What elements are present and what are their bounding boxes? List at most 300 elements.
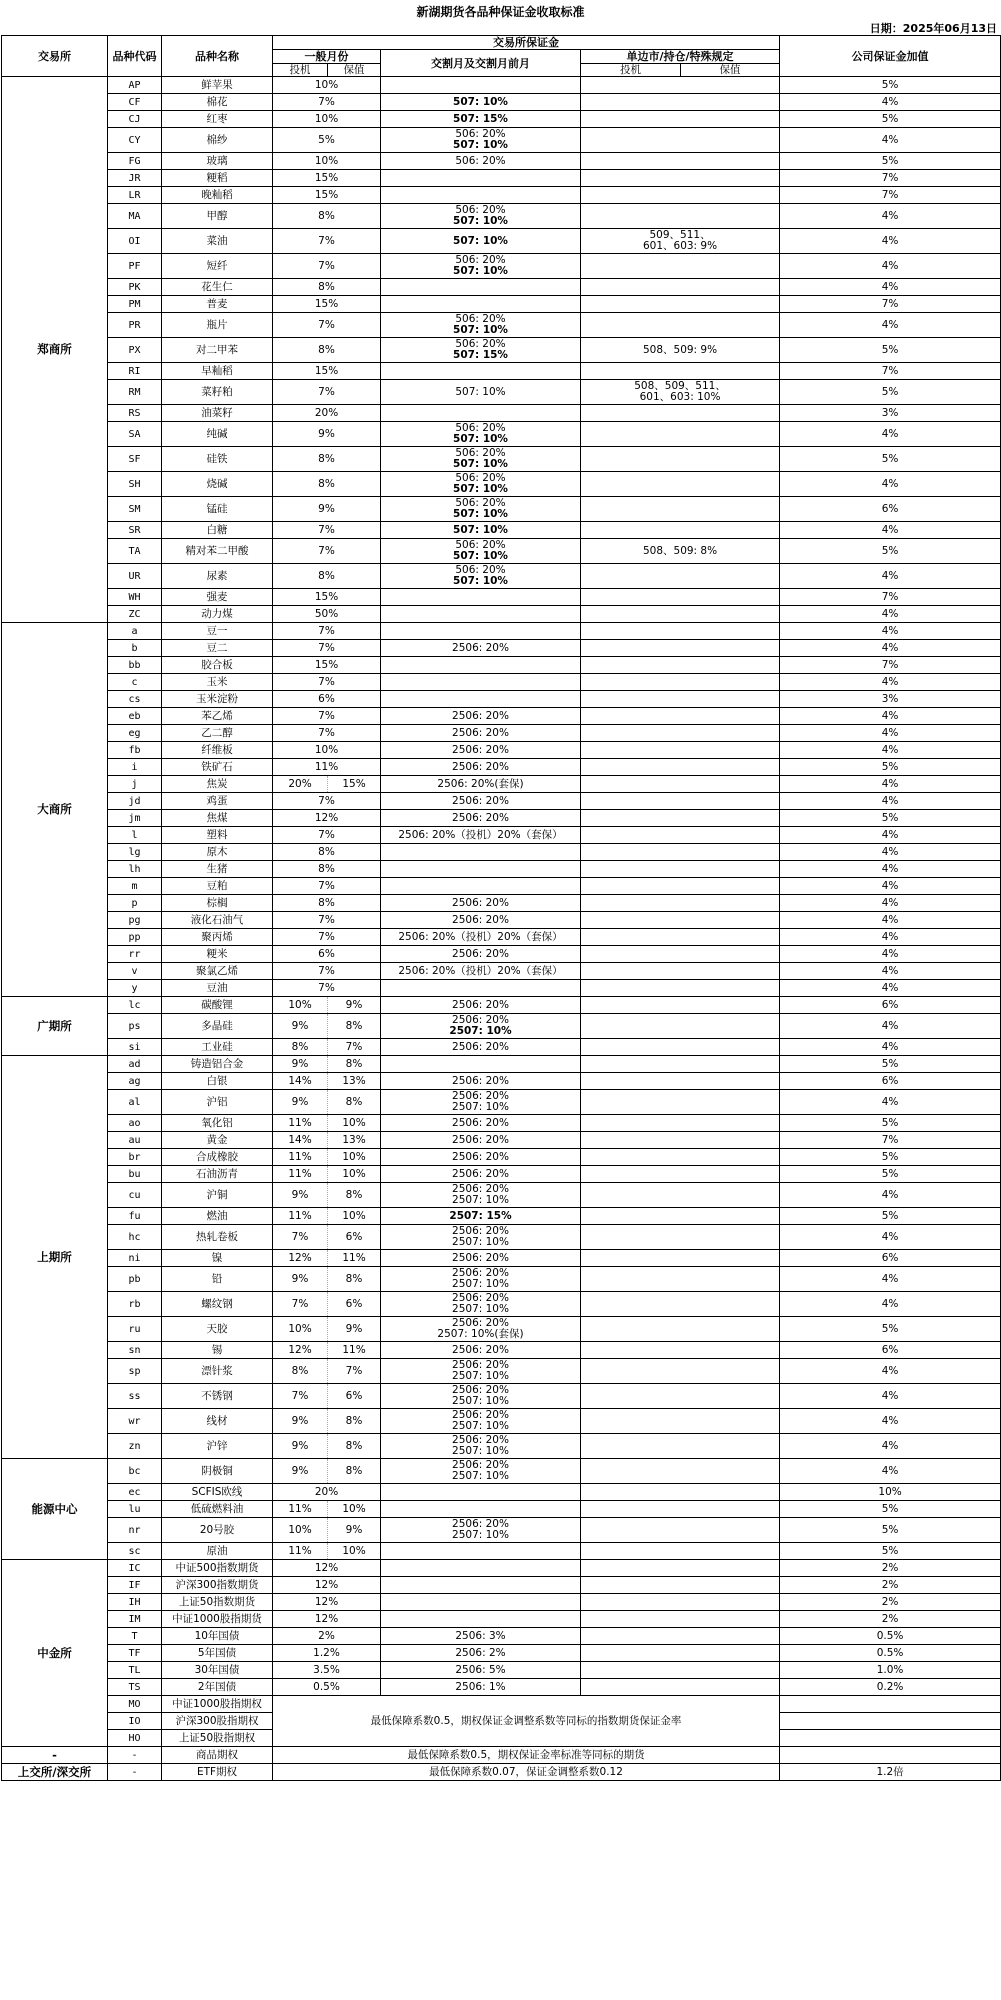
general-margin: 7% [273, 827, 381, 844]
company-add [780, 1747, 1001, 1764]
product-name: 阴极铜 [162, 1459, 273, 1484]
special-rule [581, 1501, 780, 1518]
delivery-margin [381, 1342, 581, 1359]
delivery-margin [381, 254, 581, 279]
company-add: 4% [780, 522, 1001, 539]
product-code: a [108, 623, 162, 640]
product-name: 黄金 [162, 1132, 273, 1149]
general-margin: 8% [273, 447, 381, 472]
general-margin: 12% [273, 1594, 381, 1611]
table-row [2, 522, 1001, 539]
delivery-margin [381, 963, 581, 980]
table-row [2, 827, 1001, 844]
company-add: 0.5% [780, 1645, 1001, 1662]
company-add: 2% [780, 1594, 1001, 1611]
table-row [2, 640, 1001, 657]
general-margin: 7% [273, 674, 381, 691]
table-row [2, 1132, 1001, 1149]
table-row [2, 187, 1001, 204]
special-rule [581, 1645, 780, 1662]
general-invest: 12% [273, 1250, 328, 1267]
delivery-margin-line: 2506: 20% [452, 998, 509, 1011]
company-add: 4% [780, 564, 1001, 589]
product-code: PR [108, 313, 162, 338]
delivery-margin-line: 2506: 20% [452, 641, 509, 654]
special-rule [581, 1115, 780, 1132]
table-row [2, 153, 1001, 170]
product-code: WH [108, 589, 162, 606]
general-margin: 7% [273, 878, 381, 895]
product-code: SA [108, 422, 162, 447]
special-rule [581, 878, 780, 895]
company-add: 5% [780, 1208, 1001, 1225]
table-row [2, 1317, 1001, 1342]
delivery-margin-line: 507: 10% [453, 458, 508, 470]
page-title: 新湖期货各品种保证金收取标准 [416, 5, 585, 19]
table-row [2, 1166, 1001, 1183]
delivery-margin [381, 1039, 581, 1056]
general-margin: 11% [273, 759, 381, 776]
product-code: lg [108, 844, 162, 861]
general-invest: 7% [273, 1384, 328, 1409]
special-rule [581, 844, 780, 861]
delivery-margin [381, 497, 581, 522]
product-code: eb [108, 708, 162, 725]
company-add: 4% [780, 229, 1001, 254]
general-hedge: 15% [328, 776, 381, 793]
product-name: 合成橡胶 [162, 1149, 273, 1166]
table-row [2, 1679, 1001, 1696]
special-rule [581, 776, 780, 793]
delivery-margin-line: 2506: 20% [452, 1292, 509, 1304]
product-code: IH [108, 1594, 162, 1611]
special-rule [581, 997, 780, 1014]
product-name: 铁矿石 [162, 759, 273, 776]
general-invest: 9% [273, 1459, 328, 1484]
special-rule [581, 1409, 780, 1434]
delivery-margin [381, 1014, 581, 1039]
product-code: b [108, 640, 162, 657]
delivery-margin [381, 1543, 581, 1560]
delivery-margin [381, 522, 581, 539]
delivery-margin-line: 507: 10% [453, 215, 508, 227]
special-rule [581, 657, 780, 674]
special-rule [581, 589, 780, 606]
product-code: al [108, 1090, 162, 1115]
exchange-name: 大商所 [2, 623, 108, 997]
general-hedge: 13% [328, 1073, 381, 1090]
company-add: 7% [780, 1132, 1001, 1149]
delivery-margin-line: 507: 10% [453, 508, 508, 520]
special-rule [581, 606, 780, 623]
delivery-margin-line: 2506: 20% [452, 1150, 509, 1163]
exchange-name: 郑商所 [2, 77, 108, 623]
product-code: jd [108, 793, 162, 810]
special-rule [581, 1384, 780, 1409]
general-hedge: 6% [328, 1225, 381, 1250]
company-add: 5% [780, 810, 1001, 827]
general-hedge: 9% [328, 1518, 381, 1543]
product-name: 液化石油气 [162, 912, 273, 929]
product-code: ad [108, 1056, 162, 1073]
product-code: si [108, 1039, 162, 1056]
delivery-margin [381, 1132, 581, 1149]
delivery-margin [381, 1225, 581, 1250]
table-row [2, 1225, 1001, 1250]
delivery-margin-line: 2506: 20% [452, 1040, 509, 1053]
general-invest: 9% [273, 1014, 328, 1039]
product-code: nr [108, 1518, 162, 1543]
general-margin: 7% [273, 313, 381, 338]
general-invest: 11% [273, 1149, 328, 1166]
company-add: 7% [780, 187, 1001, 204]
company-add: 4% [780, 1014, 1001, 1039]
company-add: 4% [780, 878, 1001, 895]
product-code: RM [108, 380, 162, 405]
delivery-margin [381, 94, 581, 111]
table-row [2, 589, 1001, 606]
product-code: ZC [108, 606, 162, 623]
product-name: 动力煤 [162, 606, 273, 623]
company-add: 4% [780, 895, 1001, 912]
general-margin: 7% [273, 912, 381, 929]
delivery-margin [381, 539, 581, 564]
company-add: 0.2% [780, 1679, 1001, 1696]
general-invest: 10% [273, 1518, 328, 1543]
delivery-margin-line: 2507: 10% [452, 1236, 509, 1248]
special-rule [581, 1594, 780, 1611]
general-hedge: 6% [328, 1384, 381, 1409]
product-code: T [108, 1628, 162, 1645]
delivery-margin-line: 2506: 20% [452, 811, 509, 824]
special-rule [581, 725, 780, 742]
special-rule [581, 980, 780, 997]
product-name: 烧碱 [162, 472, 273, 497]
table-row [2, 1073, 1001, 1090]
general-margin: 7% [273, 708, 381, 725]
product-code: CY [108, 128, 162, 153]
product-name: 棕榈 [162, 895, 273, 912]
company-add: 4% [780, 128, 1001, 153]
product-code: IO [108, 1713, 162, 1730]
delivery-margin-line: 2506: 20% [452, 1014, 509, 1026]
delivery-margin-line: 2507: 10% [452, 1470, 509, 1482]
special-rule [581, 1014, 780, 1039]
product-name: 豆油 [162, 980, 273, 997]
delivery-margin [381, 742, 581, 759]
delivery-margin-line: 506: 20% [455, 422, 506, 434]
special-rule [581, 1434, 780, 1459]
general-margin: 7% [273, 640, 381, 657]
delivery-margin-line: 2506: 5% [455, 1663, 506, 1676]
product-code: jm [108, 810, 162, 827]
product-name: 菜油 [162, 229, 273, 254]
delivery-margin [381, 229, 581, 254]
delivery-margin [381, 1090, 581, 1115]
general-margin: 7% [273, 229, 381, 254]
product-name: 沪深300股指期权 [162, 1713, 273, 1730]
delivery-margin [381, 1501, 581, 1518]
table-row [2, 878, 1001, 895]
product-code: ru [108, 1317, 162, 1342]
special-rule-line: 509、511、 [649, 229, 711, 241]
merged-note: 最低保障系数0.5，期权保证金调整系数等同标的指数期货保证金率 [273, 1696, 780, 1747]
table-row [2, 759, 1001, 776]
general-invest: 7% [273, 1225, 328, 1250]
product-name: 沪铜 [162, 1183, 273, 1208]
delivery-margin-line: 507: 10% [453, 234, 508, 247]
delivery-margin-line: 2506: 20% [452, 1225, 509, 1237]
company-add: 4% [780, 929, 1001, 946]
delivery-margin [381, 153, 581, 170]
company-add [780, 1713, 1001, 1730]
company-add: 4% [780, 422, 1001, 447]
delivery-margin [381, 472, 581, 497]
general-invest: 11% [273, 1501, 328, 1518]
table-row [2, 405, 1001, 422]
company-add: 6% [780, 1342, 1001, 1359]
special-rule [581, 1056, 780, 1073]
delivery-margin-line: 2507: 10% [452, 1529, 509, 1541]
company-add: 6% [780, 997, 1001, 1014]
general-invest: 12% [273, 1342, 328, 1359]
general-margin: 10% [273, 77, 381, 94]
special-rule [581, 564, 780, 589]
product-name: 油菜籽 [162, 405, 273, 422]
delivery-margin [381, 170, 581, 187]
table-row [2, 1434, 1001, 1459]
table-row [2, 497, 1001, 522]
delivery-margin-line: 506: 20% [455, 539, 506, 551]
exchange-name: 能源中心 [2, 1459, 108, 1560]
special-rule [581, 912, 780, 929]
general-margin: 3.5% [273, 1662, 381, 1679]
product-code: rr [108, 946, 162, 963]
table-row [2, 1594, 1001, 1611]
product-name: 豆粕 [162, 878, 273, 895]
delivery-margin-line: 2506: 2% [455, 1646, 506, 1659]
product-name: 生猪 [162, 861, 273, 878]
special-rule [581, 810, 780, 827]
product-name: 锡 [162, 1342, 273, 1359]
table-row [2, 1662, 1001, 1679]
special-rule [581, 1267, 780, 1292]
delivery-margin [381, 946, 581, 963]
delivery-margin [381, 997, 581, 1014]
special-rule [581, 691, 780, 708]
table-row [2, 1292, 1001, 1317]
delivery-margin-line: 2506: 20% [452, 1267, 509, 1279]
delivery-margin [381, 759, 581, 776]
general-hedge: 8% [328, 1090, 381, 1115]
delivery-margin-line: 2506: 20%(套保) [437, 777, 524, 790]
table-row [2, 725, 1001, 742]
delivery-margin [381, 1594, 581, 1611]
product-name: 原油 [162, 1543, 273, 1560]
special-rule [581, 1342, 780, 1359]
company-add: 4% [780, 980, 1001, 997]
delivery-margin [381, 1459, 581, 1484]
product-name: 沪铝 [162, 1090, 273, 1115]
general-margin: 15% [273, 589, 381, 606]
product-code: CJ [108, 111, 162, 128]
delivery-margin [381, 1645, 581, 1662]
product-name: 胶合板 [162, 657, 273, 674]
general-invest: 11% [273, 1166, 328, 1183]
company-add: 4% [780, 674, 1001, 691]
general-hedge: 9% [328, 1317, 381, 1342]
delivery-margin [381, 1560, 581, 1577]
delivery-margin-line: 2506: 20% [452, 1434, 509, 1446]
general-invest: 9% [273, 1056, 328, 1073]
product-code: wr [108, 1409, 162, 1434]
header-sp-hedge: 保值 [681, 64, 780, 77]
special-rule [581, 170, 780, 187]
product-code: IC [108, 1560, 162, 1577]
delivery-margin-line: 2506: 20%（投机）20%（套保） [398, 930, 563, 943]
product-code: SM [108, 497, 162, 522]
company-add: 2% [780, 1611, 1001, 1628]
product-code: c [108, 674, 162, 691]
general-hedge: 8% [328, 1267, 381, 1292]
special-rule [581, 963, 780, 980]
product-code: au [108, 1132, 162, 1149]
company-add: 4% [780, 94, 1001, 111]
general-hedge: 7% [328, 1359, 381, 1384]
product-name: 天胶 [162, 1317, 273, 1342]
exchange-name: 中金所 [2, 1560, 108, 1747]
special-rule [581, 895, 780, 912]
product-code: lc [108, 997, 162, 1014]
company-add: 4% [780, 204, 1001, 229]
general-margin: 10% [273, 153, 381, 170]
general-margin: 15% [273, 657, 381, 674]
table-row [2, 170, 1001, 187]
general-margin: 12% [273, 1611, 381, 1628]
delivery-margin-line: 507: 10% [453, 265, 508, 277]
company-add: 5% [780, 1317, 1001, 1342]
general-margin: 20% [273, 1484, 381, 1501]
delivery-margin [381, 1359, 581, 1384]
special-rule-line: 601、603: 9% [642, 240, 718, 252]
product-code: MO [108, 1696, 162, 1713]
exchange-name: - [2, 1747, 108, 1764]
general-hedge: 8% [328, 1434, 381, 1459]
company-add: 4% [780, 912, 1001, 929]
general-invest: 11% [273, 1543, 328, 1560]
company-add: 4% [780, 708, 1001, 725]
header-exchange-margin: 交易所保证金 [273, 36, 780, 50]
table-row [2, 296, 1001, 313]
delivery-margin-line: 506: 20% [455, 154, 506, 167]
product-name: 铸造铝合金 [162, 1056, 273, 1073]
special-rule [581, 128, 780, 153]
table-row [2, 776, 1001, 793]
company-add: 4% [780, 1434, 1001, 1459]
company-add: 5% [780, 1056, 1001, 1073]
delivery-margin-line: 2506: 20% [452, 913, 509, 926]
product-code: PF [108, 254, 162, 279]
product-name: 早籼稻 [162, 363, 273, 380]
table-row [2, 472, 1001, 497]
delivery-margin-line: 2506: 20%（投机）20%（套保） [398, 964, 563, 977]
special-rule [581, 1560, 780, 1577]
product-code: rb [108, 1292, 162, 1317]
header-general-month: 一般月份 [273, 50, 381, 64]
product-name: 沪锌 [162, 1434, 273, 1459]
delivery-margin-line: 506: 20% [455, 564, 506, 576]
product-name: 工业硅 [162, 1039, 273, 1056]
product-code: fu [108, 1208, 162, 1225]
table-row [2, 1183, 1001, 1208]
product-name: 苯乙烯 [162, 708, 273, 725]
delivery-margin [381, 1183, 581, 1208]
company-add: 5% [780, 1166, 1001, 1183]
delivery-margin [381, 640, 581, 657]
margin-table [1, 35, 1001, 1781]
general-invest: 20% [273, 776, 328, 793]
product-code: cu [108, 1183, 162, 1208]
product-code: v [108, 963, 162, 980]
delivery-margin [381, 623, 581, 640]
general-margin: 0.5% [273, 1679, 381, 1696]
general-margin: 15% [273, 170, 381, 187]
company-add: 4% [780, 776, 1001, 793]
general-margin: 1.2% [273, 1645, 381, 1662]
company-add: 7% [780, 296, 1001, 313]
special-rule [581, 279, 780, 296]
special-rule [581, 1628, 780, 1645]
general-margin: 10% [273, 742, 381, 759]
general-hedge: 6% [328, 1292, 381, 1317]
table-row [2, 111, 1001, 128]
delivery-margin [381, 674, 581, 691]
delivery-margin [381, 1662, 581, 1679]
special-rule [581, 1090, 780, 1115]
delivery-margin-line: 2506: 20% [452, 794, 509, 807]
special-rule [581, 1359, 780, 1384]
company-add: 5% [780, 1518, 1001, 1543]
table-row [2, 963, 1001, 980]
company-add: 5% [780, 539, 1001, 564]
delivery-margin [381, 187, 581, 204]
table-row [2, 564, 1001, 589]
product-name: 棉花 [162, 94, 273, 111]
table-row [2, 997, 1001, 1014]
general-hedge: 11% [328, 1342, 381, 1359]
table-row [2, 1645, 1001, 1662]
general-margin: 5% [273, 128, 381, 153]
special-rule [581, 827, 780, 844]
company-add: 4% [780, 254, 1001, 279]
delivery-margin-line: 2506: 20% [452, 1317, 509, 1329]
delivery-margin [381, 313, 581, 338]
product-name: 螺纹钢 [162, 1292, 273, 1317]
product-code: l [108, 827, 162, 844]
product-name: 纤维板 [162, 742, 273, 759]
product-name: 30年国债 [162, 1662, 273, 1679]
table-row [2, 1250, 1001, 1267]
delivery-margin-line: 507: 10% [453, 433, 508, 445]
general-margin: 7% [273, 254, 381, 279]
delivery-margin-line: 507: 15% [453, 112, 508, 125]
general-margin: 8% [273, 861, 381, 878]
product-name: 铅 [162, 1267, 273, 1292]
special-rule [581, 708, 780, 725]
company-add: 4% [780, 1039, 1001, 1056]
product-code: ps [108, 1014, 162, 1039]
general-invest: 9% [273, 1267, 328, 1292]
